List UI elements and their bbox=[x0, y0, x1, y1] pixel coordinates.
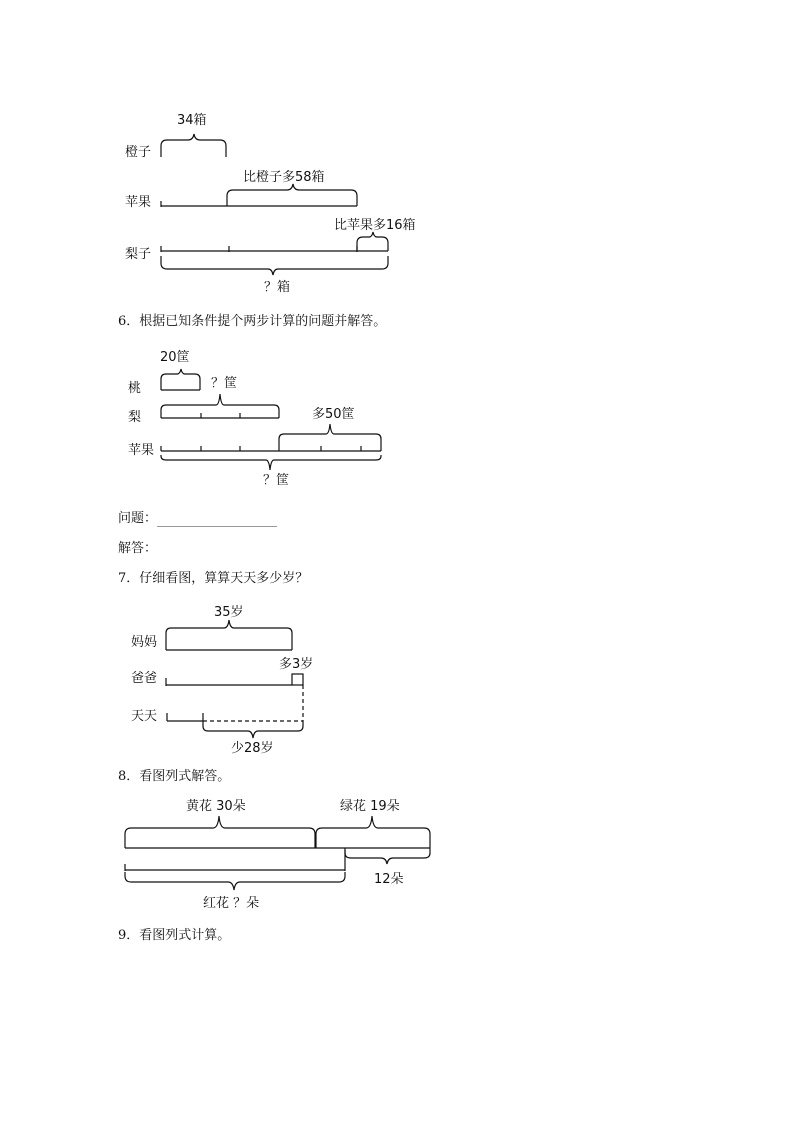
apple-unknown-label: ？筐 bbox=[263, 473, 290, 488]
red-brace bbox=[125, 872, 345, 890]
question-8: 8．看图列式解答。 bbox=[118, 769, 231, 784]
orange-brace bbox=[161, 134, 226, 157]
apple-more-label-6: 多50筐 bbox=[312, 407, 355, 422]
mom-age-label: 35岁 bbox=[214, 605, 244, 620]
question-6-prompt bbox=[118, 511, 277, 527]
pear-unknown-label: ？筐 bbox=[211, 376, 238, 391]
label-pear-6: 梨 bbox=[128, 410, 142, 425]
pear-brace bbox=[161, 394, 279, 418]
figure-fruit-boxes bbox=[0, 0, 793, 300]
label-pear: 梨子 bbox=[125, 247, 152, 262]
green-brace bbox=[316, 816, 430, 848]
apple-total-brace bbox=[161, 455, 381, 470]
question-blank[interactable] bbox=[157, 514, 277, 527]
peach-brace bbox=[161, 369, 200, 390]
dad-more-label: 多3岁 bbox=[279, 657, 314, 672]
label-dad: 爸爸 bbox=[131, 671, 158, 686]
red-label: 红花 ？朵 bbox=[203, 896, 260, 911]
apple-more-brace bbox=[227, 184, 357, 206]
question-6: 6．根据已知条件提个两步计算的问题并解答。 bbox=[118, 314, 387, 329]
label-mom: 妈妈 bbox=[131, 635, 158, 650]
label-tiantian: 天天 bbox=[131, 709, 158, 724]
yellow-label: 黄花 30朵 bbox=[186, 799, 246, 814]
peach-count-label: 20筐 bbox=[160, 350, 190, 365]
label-apple-6: 苹果 bbox=[128, 443, 155, 458]
diff-label: 12朵 bbox=[374, 872, 404, 887]
answer-6-prompt: 解答： bbox=[118, 541, 158, 556]
dad-more-box bbox=[292, 674, 303, 685]
orange-count-label: 34箱 bbox=[177, 113, 207, 128]
label-apple: 苹果 bbox=[125, 195, 152, 210]
label-orange: 橙子 bbox=[125, 145, 152, 160]
green-label: 绿花 19朵 bbox=[340, 799, 400, 814]
tiantian-less-brace bbox=[203, 721, 303, 738]
question-9: 9．看图列式计算。 bbox=[118, 928, 231, 943]
question-7: 7．仔细看图，算算天天多少岁？ bbox=[118, 571, 309, 586]
pear-total-brace bbox=[161, 256, 388, 275]
figure-ages bbox=[0, 600, 793, 760]
mom-brace bbox=[166, 620, 292, 650]
figure-peach-pear-apple bbox=[0, 340, 793, 500]
label-peach: 桃 bbox=[128, 381, 142, 396]
tiantian-less-label: 少28岁 bbox=[231, 741, 274, 756]
yellow-brace bbox=[125, 816, 315, 848]
apple-more-label: 比橙子多58箱 bbox=[243, 170, 325, 185]
pear-total-label: ？箱 bbox=[264, 280, 291, 295]
apple-more-brace bbox=[279, 424, 381, 451]
pear-more-brace bbox=[357, 232, 388, 251]
figure-flowers bbox=[0, 790, 793, 920]
pear-more-label: 比苹果多16箱 bbox=[334, 218, 416, 233]
question-label: 问题： bbox=[118, 511, 158, 526]
diff-brace bbox=[345, 848, 430, 864]
